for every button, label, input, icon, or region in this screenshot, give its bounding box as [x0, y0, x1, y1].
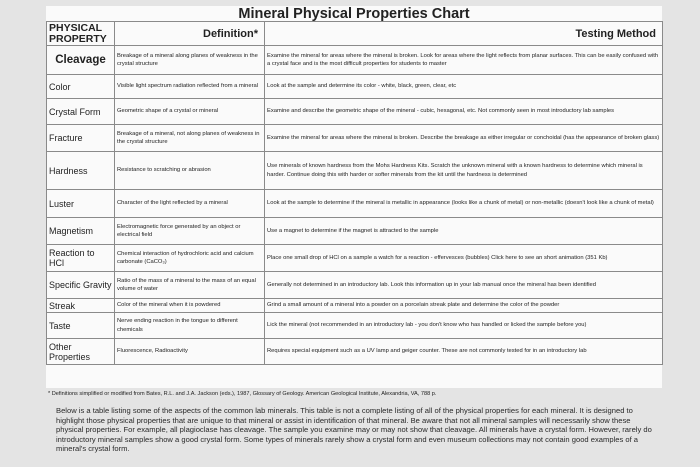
testing-cell: Generally not determined in an introductory lab. Look this information up in your lab manual once the mineral has been identified — [265, 272, 663, 299]
property-cell: Taste — [47, 313, 115, 339]
definition-cell: Ratio of the mass of a mineral to the mass of an equal volume of water — [115, 272, 265, 299]
testing-cell: Lick the mineral (not recommended in an introductory lab - you don't know who has handled or licked the sample before you) — [265, 313, 663, 339]
property-cell: Cleavage — [47, 46, 115, 75]
chart-title: Mineral Physical Properties Chart — [238, 6, 470, 22]
definition-cell: Color of the mineral when it is powdered — [115, 299, 265, 313]
property-cell: Hardness — [47, 152, 115, 190]
table-row — [47, 313, 663, 339]
definition-cell: Visible light spectrum radiation reflected from a mineral — [115, 75, 265, 99]
testing-cell: Place one small drop of HCl on a sample a watch for a reaction - effervesces (bubbles) Click here to see an short animation (351 Kb) — [265, 245, 663, 272]
testing-cell: Requires special equipment such as a UV lamp and geiger counter. These are not commonly tested for in an introductory lab — [265, 339, 663, 365]
property-cell: Streak — [47, 299, 115, 313]
property-cell: Fracture — [47, 125, 115, 152]
testing-cell: Examine the mineral for areas where the mineral is broken. Describe the breakage as either irregular or conchoidal (has the appearance of broken glass) — [265, 125, 663, 152]
footnote: * Definitions simplified or modified from Bates, R.L. and J.A. Jackson (eds.), 1987, Glossary of Geology. American Geological Institute, Alexandria, VA, 788 p. — [48, 391, 437, 397]
property-cell: Other Properties — [47, 339, 115, 365]
header-testing-method: Testing Method — [265, 22, 663, 46]
testing-cell: Examine the mineral for areas where the mineral is broken. Look for areas where the light reflects from planar surfaces. This can be easily confused with a crystal face and is the most difficult properties for students to master — [265, 46, 663, 75]
table-header-row — [47, 22, 663, 46]
table-row — [47, 46, 663, 75]
property-cell: Reaction to HCl — [47, 245, 115, 272]
table-row — [47, 190, 663, 218]
definition-cell: Breakage of a mineral along planes of weakness in the crystal structure — [115, 46, 265, 75]
table-row — [47, 245, 663, 272]
table-row — [47, 152, 663, 190]
property-cell: Luster — [47, 190, 115, 218]
definition-cell: Resistance to scratching or abrasion — [115, 152, 265, 190]
testing-cell: Use a magnet to determine if the magnet is attracted to the sample — [265, 218, 663, 245]
testing-cell: Look at the sample and determine its color - white, black, green, clear, etc — [265, 75, 663, 99]
definition-cell: Geometric shape of a crystal or mineral — [115, 99, 265, 125]
property-cell: Magnetism — [47, 218, 115, 245]
table-row — [47, 125, 663, 152]
property-cell: Crystal Form — [47, 99, 115, 125]
table-row — [47, 339, 663, 365]
header-property: PHYSICAL PROPERTY — [47, 22, 115, 46]
table-row — [47, 272, 663, 299]
description-paragraph: Below is a table listing some of the aspects of the common lab minerals. This table is not a complete listing of all of the physical properties for each mineral. It is designed to highlight those physical properties that are unique to that mineral or assist in identification of that mineral. Be aware that not all mineral samples will necessarily show these physical properties. For example, all plagioclase has cleavage. The sample you examine may or may not show that cleavage. All minerals have a crystal form. However, rarely do introductory mineral samples show a good crystal form. Some types of minerals rarely show a crystal form and even museum collections may not contain good examples of a mineral's crystal form. — [56, 406, 652, 454]
table-row — [47, 75, 663, 99]
property-cell: Color — [47, 75, 115, 99]
header-definition: Definition* — [115, 22, 265, 46]
testing-cell: Grind a small amount of a mineral into a powder on a porcelain streak plate and determine the color of the powder — [265, 299, 663, 313]
property-cell: Specific Gravity — [47, 272, 115, 299]
testing-cell: Look at the sample to determine if the mineral is metallic in appearance (looks like a chunk of metal) or non-metallic (doesn't look like a chunk of metal) — [265, 190, 663, 218]
testing-cell: Use minerals of known hardness from the Mohs Hardness Kits. Scratch the unknown mineral with a known hardness to determine which mineral is harder. Continue doing this with harder or softer minerals from the kit until the hardness is determined — [265, 152, 663, 190]
definition-cell: Nerve ending reaction in the tongue to different chemicals — [115, 313, 265, 339]
definition-cell: Breakage of a mineral, not along planes of weakness in the crystal structure — [115, 125, 265, 152]
definition-cell: Chemical interaction of hydrochloric acid and calcium carbonate (CaCO₃) — [115, 245, 265, 272]
table-row — [47, 299, 663, 313]
properties-table — [46, 21, 663, 365]
definition-cell: Character of the light reflected by a mineral — [115, 190, 265, 218]
definition-cell: Fluorescence, Radioactivity — [115, 339, 265, 365]
definition-cell: Electromagnetic force generated by an object or electrical field — [115, 218, 265, 245]
table-row — [47, 99, 663, 125]
table-row — [47, 218, 663, 245]
testing-cell: Examine and describe the geometric shape of the mineral - cubic, hexagonal, etc. Not commonly seen in most introductory lab samples — [265, 99, 663, 125]
